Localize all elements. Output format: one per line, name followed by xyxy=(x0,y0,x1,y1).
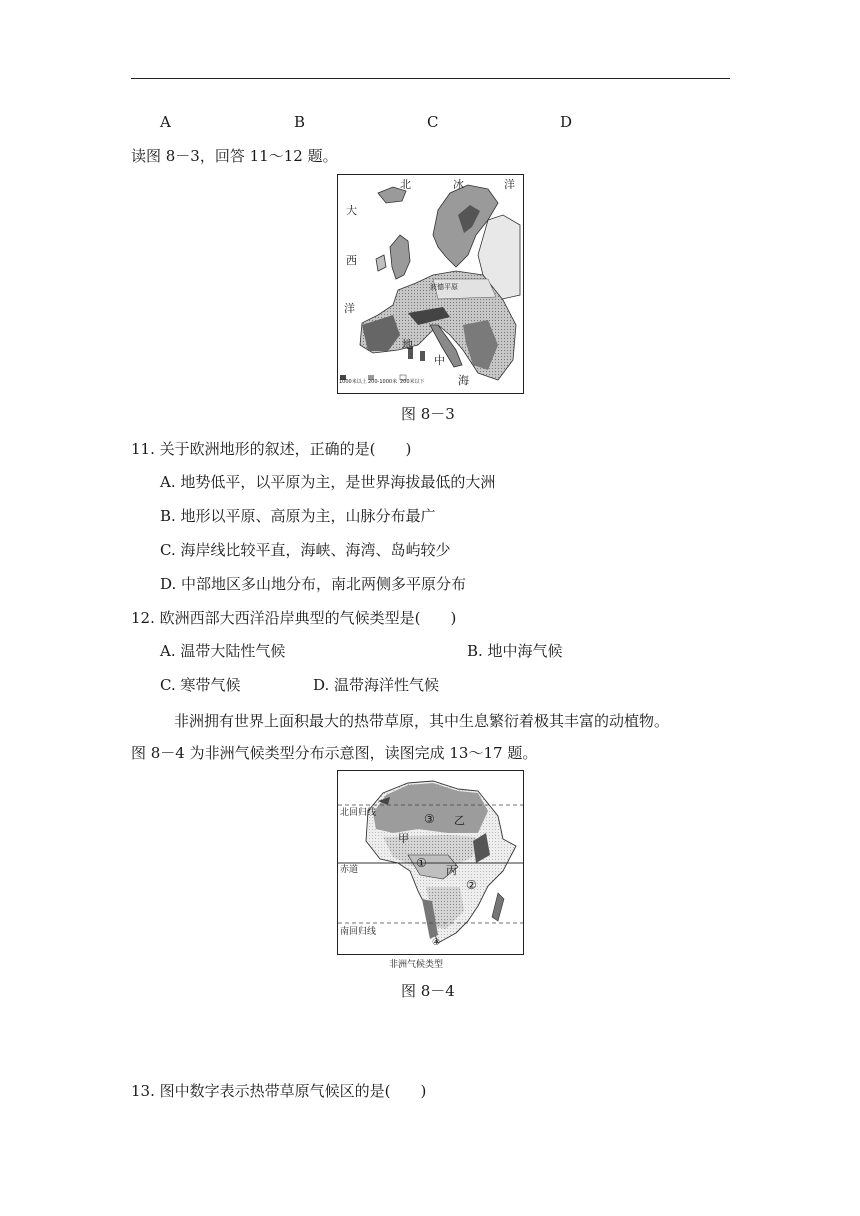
header-rule xyxy=(131,78,730,79)
label-bing: 丙 xyxy=(446,864,457,877)
q13-stem: 13. 图中数字表示热带草原气候区的是( ) xyxy=(131,1082,427,1100)
label-equator: 赤道 xyxy=(340,865,359,875)
africa-map xyxy=(337,770,524,955)
label-zone-4: ④ xyxy=(432,938,441,948)
label-zone-3: ③ xyxy=(424,812,435,826)
legend-low: 200米以下 xyxy=(400,379,425,385)
label-atlantic-1: 大 xyxy=(346,204,357,217)
label-tropic-capricorn: 南回归线 xyxy=(340,927,377,937)
label-atlantic-3: 洋 xyxy=(344,302,355,315)
fig3-caption: 图 8－3 xyxy=(401,405,455,423)
label-med-2: 中 xyxy=(434,354,445,367)
fig4-caption: 图 8－4 xyxy=(401,982,455,1000)
label-med-3: 海 xyxy=(458,374,469,387)
q11-stem: 11. 关于欧洲地形的叙述，正确的是( ) xyxy=(131,440,412,458)
q11-option-b[interactable]: B. 地形以平原、高原为主，山脉分布最广 xyxy=(160,507,436,525)
option-label-a: A xyxy=(160,113,171,131)
label-atlantic-2: 西 xyxy=(346,254,357,267)
label-ocean: 洋 xyxy=(504,178,515,191)
q11-option-a[interactable]: A. 地势低平，以平原为主，是世界海拔最低的大洲 xyxy=(160,473,496,491)
q12-option-d[interactable]: D. 温带海洋性气候 xyxy=(313,676,440,694)
label-zone-1: ① xyxy=(416,856,427,870)
q11-option-c[interactable]: C. 海岸线比较平直，海峡、海湾、岛屿较少 xyxy=(160,541,451,559)
europe-map xyxy=(337,174,524,394)
label-zone-2: ② xyxy=(466,878,477,892)
legend-mid: 200-1000米 xyxy=(368,379,398,385)
option-label-b: B xyxy=(294,113,306,131)
q12-option-a[interactable]: A. 温带大陆性气候 xyxy=(160,642,286,660)
intro-fig4-line1: 非洲拥有世界上面积最大的热带草原，其中生息繁衍着极其丰富的动植物。 xyxy=(174,712,670,730)
label-north: 北 xyxy=(400,178,411,191)
label-ice: 冰 xyxy=(453,178,464,191)
option-label-c: C xyxy=(427,113,439,131)
q12-option-c[interactable]: C. 寒带气候 xyxy=(160,676,241,694)
legend-high: 1000米以上 xyxy=(339,379,367,385)
intro-fig4-line2: 图 8－4 为非洲气候类型分布示意图，读图完成 13～17 题。 xyxy=(131,744,538,762)
label-med-1: 地 xyxy=(402,338,413,351)
label-plain: 波德平原 xyxy=(430,283,458,291)
option-label-d: D xyxy=(560,113,573,131)
label-tropic-cancer: 北回归线 xyxy=(340,808,377,818)
q12-option-b[interactable]: B. 地中海气候 xyxy=(467,642,563,660)
intro-fig3: 读图 8－3，回答 11～12 题。 xyxy=(131,147,338,165)
q12-stem: 12. 欧洲西部大西洋沿岸典型的气候类型是( ) xyxy=(131,609,457,627)
fig4-title: 非洲气候类型 xyxy=(389,960,444,970)
q11-option-d[interactable]: D. 中部地区多山地分布，南北两侧多平原分布 xyxy=(160,575,467,593)
label-jia: 甲 xyxy=(398,832,409,845)
label-yi: 乙 xyxy=(454,814,465,827)
